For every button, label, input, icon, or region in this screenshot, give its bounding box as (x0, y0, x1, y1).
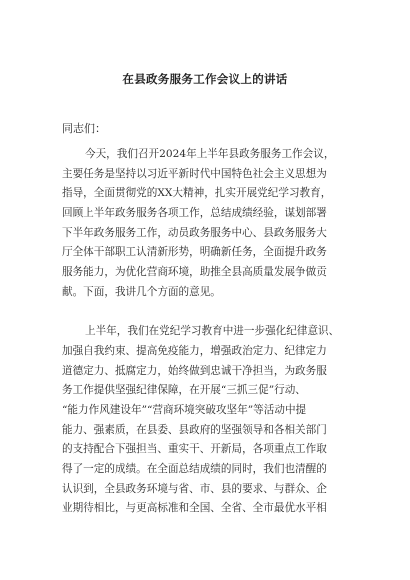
paragraph-line: 今天，我们召开2024年上半年县政务服务工作会议， (85, 148, 335, 160)
paragraph-line: 业期待相比，与更高标准和全国、全省、全市最优水平相 (62, 502, 327, 515)
salutation: 同志们： (62, 122, 106, 135)
paragraph-line: 务工作提供坚强纪律保障，在开展“三抓三促”行动、 (62, 384, 306, 397)
paragraph-line: 服务能力，为优化营商环境，助推全县高质量发展争做贡 (62, 266, 327, 279)
paragraph-line: 回顾上半年政务服务各项工作，总结成绩经验，谋划部署 (62, 207, 327, 220)
paragraph-line: 指导，全面贯彻党的XX大精神，扎实开展党纪学习教育， (62, 187, 332, 200)
paragraph-gap (62, 303, 362, 323)
paragraph-line: 上半年，我们在党纪学习教育中进一步强化纪律意识、 (85, 325, 340, 338)
paragraph-line: 主要任务是坚持以习近平新时代中国特色社会主义思想为 (62, 167, 327, 180)
paragraph-line: 得了一定的成绩。在全面总结成绩的同时，我们也清醒的 (62, 463, 327, 475)
paragraph-line: 加强自我约束、提高免疫能力，增强政治定力、纪律定力 (62, 344, 327, 357)
paragraph-line: 的支持配合下强担当、重实干、开新局，各项重点工作取 (62, 443, 327, 456)
paragraph-line: “能力作风建设年”“营商环境突破攻坚年”等活动中提 (62, 403, 307, 416)
document-title: 在县政务服务工作会议上的讲话 (122, 72, 288, 86)
document-body (62, 145, 362, 519)
paragraph-line: 下半年政务服务工作，动员政务服务中心、县政务服务大 (62, 226, 327, 239)
paragraph-line: 厅全体干部职工认清新形势，明确新任务，全面提升政务 (62, 246, 327, 259)
paragraph-line: 能力、强素质，在县委、县政府的坚强领导和各相关部门 (62, 423, 327, 436)
paragraph-line: 认识到，全县政务环境与省、市、县的要求、与群众、企 (62, 482, 327, 495)
paragraph-line: 献。下面，我讲几个方面的意见。 (62, 285, 221, 298)
paragraph-line: 道德定力、抵腐定力，始终做到忠诚干净担当，为政务服 (62, 364, 327, 377)
